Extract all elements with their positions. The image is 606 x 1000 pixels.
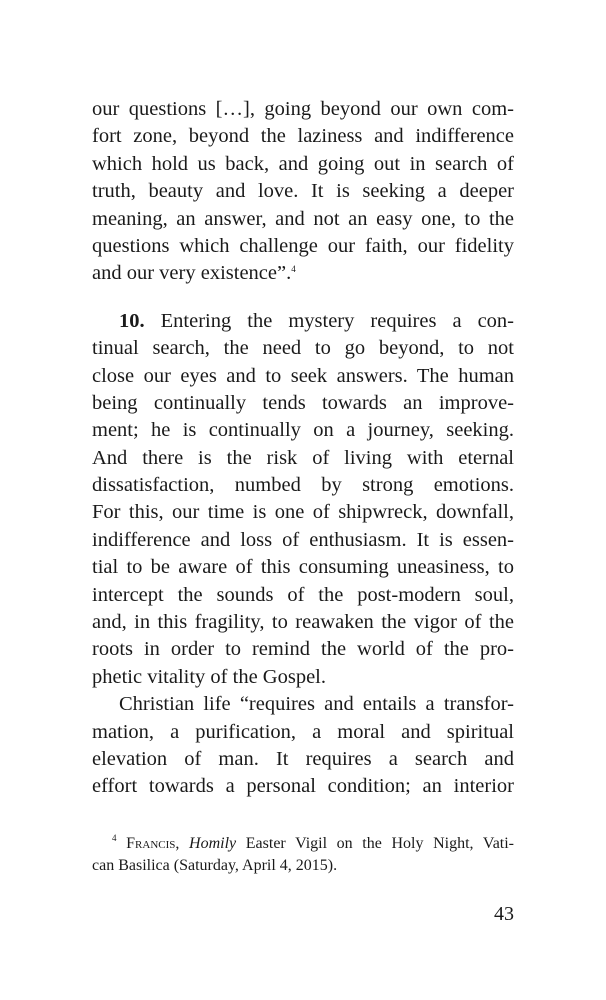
- text-line: our questions […], going beyond our own com-: [92, 98, 514, 120]
- text-line: [92, 260, 514, 287]
- text-line: being continually tends towards an improve-: [92, 391, 514, 414]
- text-line: roots in order to remind the world of the pro-: [92, 638, 514, 661]
- text-line: effort towards a personal condition; an interior: [92, 775, 514, 798]
- text-line: truth, beauty and love. It is seeking a deeper: [92, 180, 514, 203]
- page-body: [92, 96, 514, 801]
- footnote-line: can Basilica (Saturday, April 4, 2015).: [92, 857, 338, 874]
- text-line: mation, a purification, a moral and spiritual: [92, 720, 514, 743]
- text-line: which hold us back, and going out in search of: [92, 152, 514, 175]
- text-line: intercept the sounds of the post-modern soul,: [92, 583, 514, 606]
- text-line: meaning, an answer, and not an easy one, to the: [92, 207, 514, 230]
- footnote-reference: 4: [291, 264, 296, 275]
- text-line: questions which challenge our faith, our fidelity: [92, 234, 514, 257]
- text-line: elevation of man. It requires a search and: [92, 747, 514, 770]
- text-line: Christian life “requires and entails a transfor-: [119, 693, 514, 716]
- footnote-author: Francis: [126, 835, 176, 852]
- paragraph-spacer: [92, 288, 514, 308]
- footnote-text: Easter Vigil on the Holy Night, Vati-: [236, 835, 514, 852]
- text-line: and, in this fragility, to reawaken the vigor of the: [92, 611, 514, 634]
- text-line: For this, our time is one of shipwreck, downfall,: [92, 501, 514, 524]
- text-line: indifference and loss of enthusiasm. It is essen-: [92, 528, 514, 551]
- text-line: close our eyes and to seek answers. The human: [92, 364, 514, 387]
- section-number: 10.: [119, 309, 145, 332]
- text-line: And there is the risk of living with eternal: [92, 446, 514, 469]
- text-line-content: Entering the mystery requires a con-: [160, 309, 514, 332]
- footnote-marker: 4: [112, 833, 117, 843]
- footnote-work-title: Homily: [189, 835, 237, 852]
- text-line: [92, 308, 514, 335]
- footnote-separator: ,: [175, 835, 190, 852]
- text-line: fort zone, beyond the laziness and indifference: [92, 125, 514, 148]
- page-number: 43: [494, 903, 514, 925]
- text-line: dissatisfaction, numbed by strong emotions.: [92, 474, 514, 497]
- footnote-area: [92, 833, 514, 877]
- christian-life-paragraph: [92, 691, 514, 801]
- text-line-content: and our very existence”.: [92, 262, 292, 285]
- section-10-paragraph: [92, 308, 514, 691]
- text-line: tial to be aware of this consuming uneasiness, to: [92, 556, 514, 579]
- footnote-line: [92, 833, 514, 855]
- continued-paragraph: [92, 96, 514, 288]
- text-line: tinual search, the need to go beyond, to not: [92, 337, 514, 360]
- text-line: phetic vitality of the Gospel.: [92, 665, 326, 688]
- text-line: ment; he is continually on a journey, seeking.: [92, 419, 514, 442]
